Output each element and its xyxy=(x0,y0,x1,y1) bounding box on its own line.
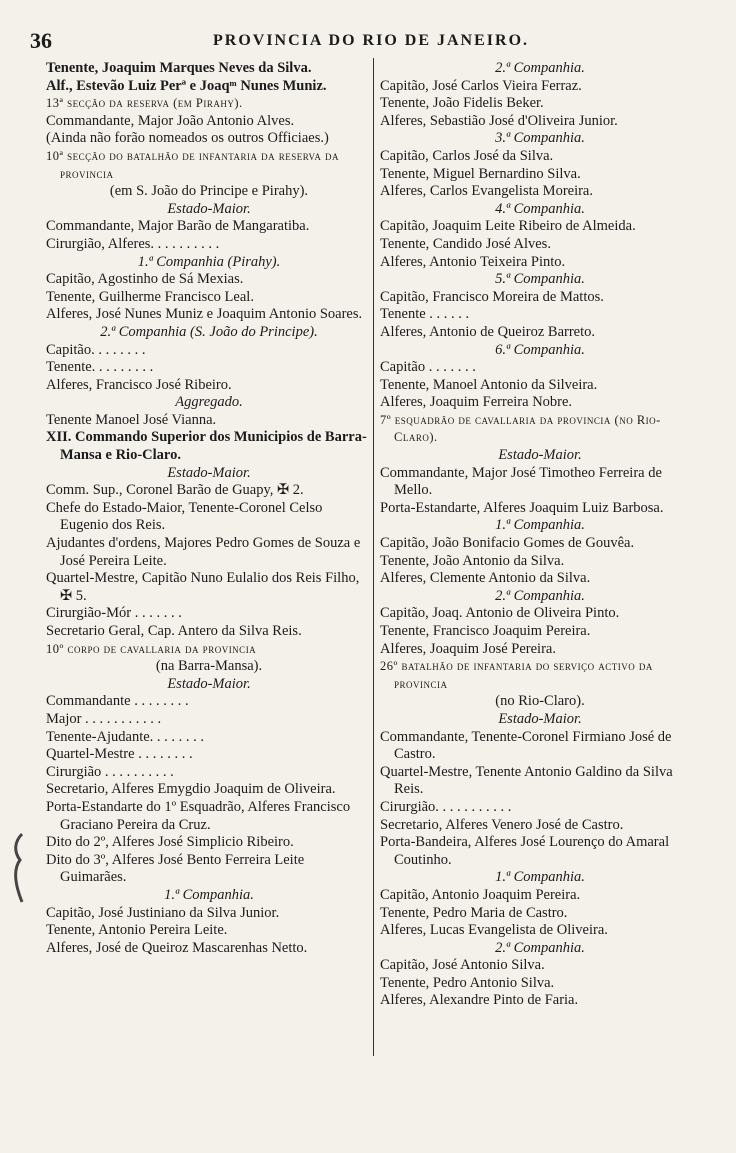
left-column-center-line: (em S. João do Principe e Pirahy). xyxy=(109,183,309,200)
right-column-center-line: 3.ª Companhia. xyxy=(495,130,585,147)
left-column-entry-line: Tenente-Ajudante. . . . . . . . xyxy=(46,728,205,745)
right-column xyxy=(380,60,700,1010)
right-column-heading-line: 26º batalhão de infantaria do serviço activo da provincia xyxy=(380,659,653,691)
left-column-center-line: 1.ª Companhia (Pirahy). xyxy=(137,253,281,270)
left-column-entry-line: (Ainda não forão nomeados os outros Officiaes.) xyxy=(46,130,329,147)
right-column-entry-line: Tenente, João Fidelis Beker. xyxy=(380,95,544,112)
left-column-entry-line: Alf., Estevão Luiz Perª e Joaqᵐ Nunes Muniz. xyxy=(46,77,327,94)
margin-bracket-mark xyxy=(10,832,28,904)
right-column-entry-line: Alferes, Lucas Evangelista de Oliveira. xyxy=(380,922,608,939)
left-column-center-line: 1.ª Companhia. xyxy=(164,886,254,903)
left-column-entry-line: Major . . . . . . . . . . . xyxy=(46,710,162,727)
left-column-entry-line: Tenente. . . . . . . . . xyxy=(46,359,154,376)
right-column-entry-line: Tenente, Miguel Bernardino Silva. xyxy=(380,165,581,182)
right-column-entry-line: Commandante, Tenente-Coronel Firmiano José de Castro. xyxy=(380,728,672,763)
right-column-center-line: 1.ª Companhia. xyxy=(495,869,585,886)
right-column-center-line: 2.ª Companhia. xyxy=(495,60,585,76)
left-column-entry-line: Porta-Estandarte do 1º Esquadrão, Alferes Francisco Graciano Pereira da Cruz. xyxy=(46,798,351,833)
left-column-center-line: Estado-Maior. xyxy=(167,464,251,481)
right-column-entry-line: Capitão, Antonio Joaquim Pereira. xyxy=(380,886,581,903)
right-column-entry-line: Tenente, Pedro Antonio Silva. xyxy=(380,974,555,991)
right-column-center-line: (no Rio-Claro). xyxy=(495,693,585,710)
left-column-heading-line: XII. Commando Superior dos Municipios de Barra-Mansa e Rio-Claro. xyxy=(46,429,367,464)
left-column-heading-line: 13ª secção da reserva (em Pirahy). xyxy=(46,96,243,111)
left-column-entry-line: Commandante, Major João Antonio Alves. xyxy=(46,112,295,129)
left-column-entry-line: Tenente, Joaquim Marques Neves da Silva. xyxy=(46,60,312,76)
left-column-center-line: Estado-Maior. xyxy=(167,675,251,692)
left-column-entry-line: Dito do 2º, Alferes José Simplicio Ribeiro. xyxy=(46,834,294,851)
right-column-center-line: 2.ª Companhia. xyxy=(495,587,585,604)
left-column-heading-line: 10º corpo de cavallaria da provincia xyxy=(46,641,257,656)
left-column-entry-line: Ajudantes d'ordens, Majores Pedro Gomes de Souza e José Pereira Leite. xyxy=(46,535,361,569)
left-column-center-line: (na Barra-Mansa). xyxy=(155,658,263,675)
left-column-entry-line: Capitão. . . . . . . . xyxy=(46,341,146,358)
left-column-entry-line: Tenente, Antonio Pereira Leite. xyxy=(46,922,228,939)
left-column-center-line: 2.ª Companhia (S. João do Principe). xyxy=(100,323,318,340)
page-number: 36 xyxy=(30,28,52,53)
right-column-entry-line: Capitão, José Antonio Silva. xyxy=(380,957,545,974)
left-column-entry-line: Alferes, Francisco José Ribeiro. xyxy=(46,376,232,393)
right-column-entry-line: Alferes, Alexandre Pinto de Faria. xyxy=(380,992,579,1009)
right-column-entry-line: Capitão, Joaquim Leite Ribeiro de Almeida. xyxy=(380,218,636,235)
right-column-center-line: 4.ª Companhia. xyxy=(495,200,585,217)
left-column xyxy=(46,60,372,957)
right-column-entry-line: Alferes, Clemente Antonio da Silva. xyxy=(380,570,591,587)
right-column-entry-line: Porta-Estandarte, Alferes Joaquim Luiz Barbosa. xyxy=(380,499,664,516)
right-column-center-line: 6.ª Companhia. xyxy=(495,341,585,358)
left-column-entry-line: Tenente, Guilherme Francisco Leal. xyxy=(46,288,254,305)
left-column-entry-line: Alferes, José Nunes Muniz e Joaquim Antonio Soares. xyxy=(46,306,363,323)
column-divider xyxy=(373,58,374,1056)
right-column-entry-line: Secretario, Alferes Venero José de Castro. xyxy=(380,816,624,833)
left-column-entry-line: Quartel-Mestre, Capitão Nuno Eulalio dos Reis Filho, ✠ 5. xyxy=(46,570,360,604)
right-column-entry-line: Alferes, Joaquim Ferreira Nobre. xyxy=(380,394,573,411)
right-column-heading-line: 7º esquadrão de cavallaria da provincia (no Rio-Claro). xyxy=(380,412,661,445)
page-header xyxy=(26,26,716,56)
left-column-entry-line: Chefe do Estado-Maior, Tenente-Coronel Celso Eugenio dos Reis. xyxy=(46,499,323,534)
left-column-entry-line: Secretario, Alferes Emygdio Joaquim de Oliveira. xyxy=(46,781,336,798)
right-column-entry-line: Quartel-Mestre, Tenente Antonio Galdino da Silva Reis. xyxy=(380,763,673,798)
right-column-entry-line: Porta-Bandeira, Alferes José Lourenço do Amaral Coutinho. xyxy=(380,834,670,868)
left-column-center-line: Aggregado. xyxy=(175,394,243,411)
left-column-entry-line: Cirurgião, Alferes. . . . . . . . . . xyxy=(46,235,220,252)
right-column-entry-line: Capitão, José Carlos Vieira Ferraz. xyxy=(380,77,582,94)
right-column-entry-line: Alferes, Joaquim José Pereira. xyxy=(380,640,556,657)
right-column-entry-line: Tenente, Candido José Alves. xyxy=(380,235,551,252)
left-column-entry-line: Cirurgião-Mór . . . . . . . xyxy=(46,605,182,622)
left-column-entry-line: Comm. Sup., Coronel Barão de Guapy, ✠ 2. xyxy=(46,482,304,499)
left-column-entry-line: Capitão, Agostinho de Sá Mexias. xyxy=(46,271,244,288)
left-column-entry-line: Tenente Manoel José Vianna. xyxy=(46,411,217,428)
right-column-center-line: Estado-Maior. xyxy=(498,447,582,464)
right-column-entry-line: Alferes, Sebastião José d'Oliveira Junior. xyxy=(380,112,618,129)
right-column-entry-line: Tenente, João Antonio da Silva. xyxy=(380,552,565,569)
right-column-entry-line: Commandante, Major José Timotheo Ferreira de Mello. xyxy=(380,464,662,499)
right-column-entry-line: Alferes, Antonio de Queiroz Barreto. xyxy=(380,323,596,340)
right-column-entry-line: Capitão, João Bonifacio Gomes de Gouvêa. xyxy=(380,535,635,552)
left-column-entry-line: Secretario Geral, Cap. Antero da Silva Reis. xyxy=(46,623,302,639)
right-column-entry-line: Alferes, Antonio Teixeira Pinto. xyxy=(380,253,566,270)
left-column-entry-line: Cirurgião . . . . . . . . . . xyxy=(46,763,174,780)
left-column-entry-line: Alferes, José de Queiroz Mascarenhas Netto. xyxy=(46,939,308,956)
left-column-entry-line: Commandante, Major Barão de Mangaratiba. xyxy=(46,218,310,235)
right-column-center-line: Estado-Maior. xyxy=(498,710,582,727)
left-column-center-line: Estado-Maior. xyxy=(167,200,251,217)
right-column-entry-line: Capitão, Joaq. Antonio de Oliveira Pinto. xyxy=(380,605,620,622)
right-column-center-line: 2.ª Companhia. xyxy=(495,939,585,956)
right-column-entry-line: Tenente . . . . . . xyxy=(380,306,470,323)
right-column-entry-line: Tenente, Pedro Maria de Castro. xyxy=(380,904,568,921)
right-column-entry-line: Tenente, Manoel Antonio da Silveira. xyxy=(380,376,598,393)
right-column-entry-line: Cirurgião. . . . . . . . . . . xyxy=(380,798,512,815)
right-column-entry-line: Capitão, Francisco Moreira de Mattos. xyxy=(380,288,604,305)
right-column-entry-line: Capitão, Carlos José da Silva. xyxy=(380,147,554,164)
left-column-entry-line: Dito do 3º, Alferes José Bento Ferreira Leite Guimarães. xyxy=(46,851,305,886)
right-column-entry-line: Capitão . . . . . . . xyxy=(380,359,476,376)
right-column-center-line: 1.ª Companhia. xyxy=(495,517,585,534)
left-column-entry-line: Capitão, José Justiniano da Silva Junior. xyxy=(46,904,280,921)
left-column-heading-line: 10ª secção do batalhão de infantaria da reserva da provincia xyxy=(46,148,339,181)
left-column-entry-line: Quartel-Mestre . . . . . . . . xyxy=(46,746,193,763)
running-title: PROVINCIA DO RIO DE JANEIRO. xyxy=(212,32,530,49)
right-column-center-line: 5.ª Companhia. xyxy=(495,271,585,288)
right-column-entry-line: Tenente, Francisco Joaquim Pereira. xyxy=(380,623,591,639)
right-column-entry-line: Alferes, Carlos Evangelista Moreira. xyxy=(380,183,593,200)
left-column-entry-line: Commandante . . . . . . . . xyxy=(46,693,189,710)
